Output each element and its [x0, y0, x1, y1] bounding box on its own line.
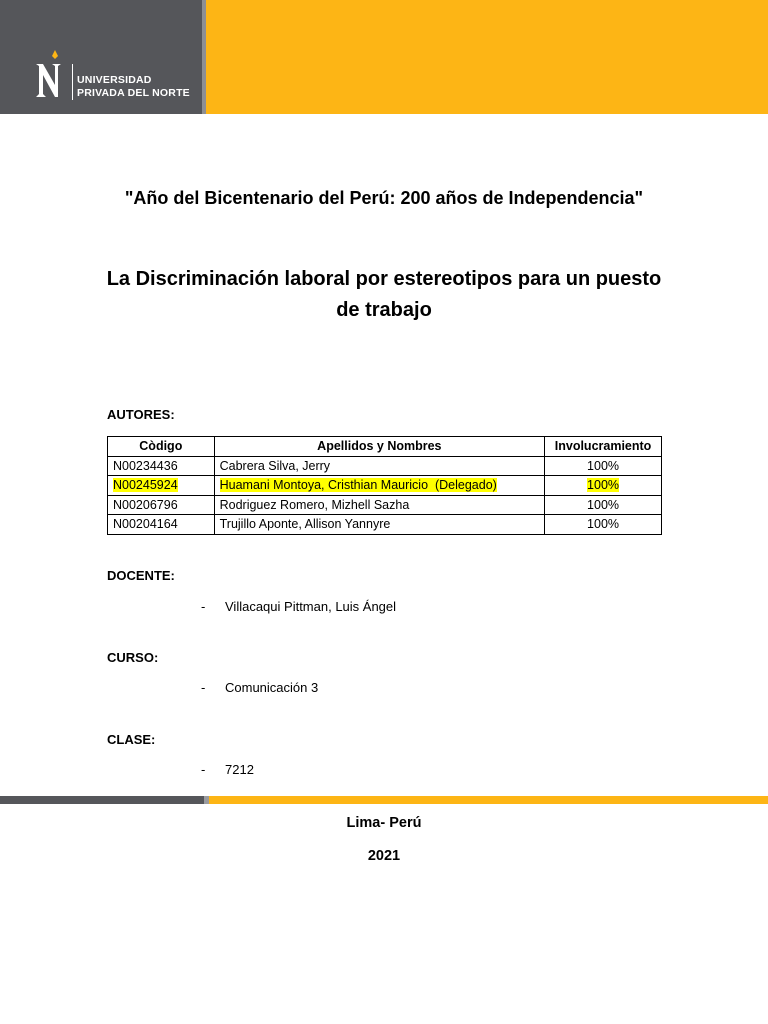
city-country: Lima- Perú: [346, 815, 422, 831]
upn-logo-icon: [33, 50, 69, 100]
author-name: Rodriguez Romero, Mizhell Sazha: [214, 495, 544, 515]
authors-label: AUTORES:: [107, 407, 175, 422]
bullet-dash: -: [201, 680, 206, 695]
university-name-line2: PRIVADA DEL NORTE: [77, 87, 190, 99]
highlighted-text: Huamani Montoya, Cristhian Mauricio (Delegado): [219, 478, 497, 493]
table-row: [108, 495, 662, 515]
table-row: [108, 476, 662, 496]
author-code: N00206796: [108, 495, 215, 515]
course-name: Comunicación 3: [225, 680, 319, 695]
teacher-label: DOCENTE:: [107, 568, 175, 583]
table-row: [108, 456, 662, 476]
document-title: La Discriminación laboral por estereotipos para un puesto de trabajo: [106, 268, 662, 321]
table-row: [108, 515, 662, 535]
column-header-code: Còdigo: [108, 437, 215, 457]
author-name: Cabrera Silva, Jerry: [214, 456, 544, 476]
author-involvement: 100%: [545, 456, 662, 476]
logo-separator: [72, 64, 73, 100]
year-motto: "Año del Bicentenario del Perú: 200 años de Independencia": [124, 188, 644, 208]
university-name-line1: UNIVERSIDAD: [77, 74, 152, 86]
column-header-involvement: Involucramiento: [545, 437, 662, 457]
author-name: [214, 476, 544, 496]
author-code: [108, 476, 215, 496]
class-label: CLASE:: [107, 732, 156, 747]
authors-table: [107, 436, 662, 535]
author-code: N00234436: [108, 456, 215, 476]
header-accent-band: [206, 0, 768, 114]
table-header-row: [108, 437, 662, 457]
highlighted-text: N00245924: [113, 478, 178, 493]
footer-accent-band: [209, 796, 768, 804]
author-code: N00204164: [108, 515, 215, 535]
author-involvement: [545, 476, 662, 496]
course-label: CURSO:: [107, 650, 159, 665]
bullet-dash: -: [201, 599, 206, 614]
author-name: Trujillo Aponte, Allison Yannyre: [214, 515, 544, 535]
bullet-dash: -: [201, 762, 206, 777]
column-header-name: Apellidos y Nombres: [214, 437, 544, 457]
author-involvement: 100%: [545, 515, 662, 535]
document-year: 2021: [367, 848, 401, 864]
class-number: 7212: [225, 762, 254, 777]
highlighted-text: 100%: [587, 478, 620, 493]
footer-dark-band: [0, 796, 204, 804]
university-logo: [33, 50, 198, 100]
author-involvement: 100%: [545, 495, 662, 515]
teacher-name: Villacaqui Pittman, Luis Ángel: [225, 599, 397, 614]
